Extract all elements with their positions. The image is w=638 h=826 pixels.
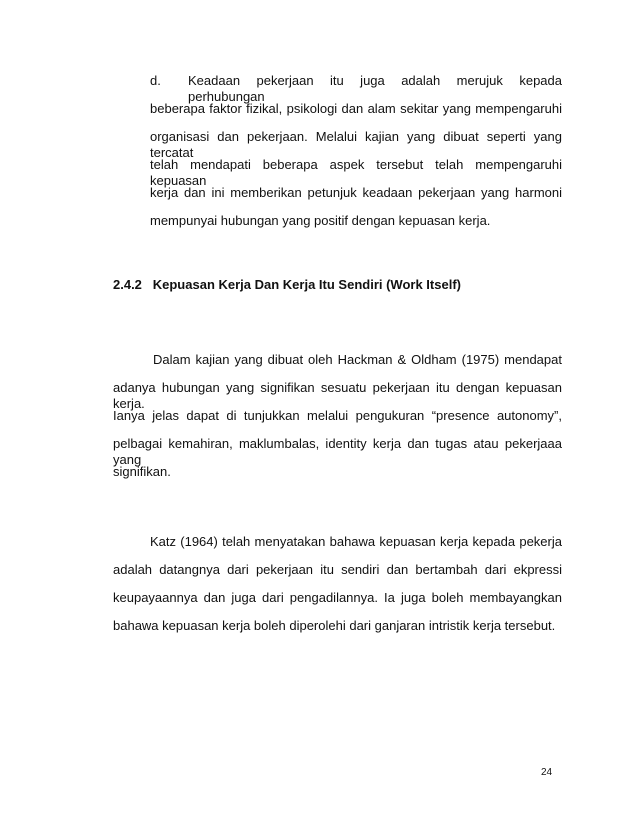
paragraph-line: pelbagai kemahiran, maklumbalas, identity kerja dan tugas atau pekerjaaa yang — [113, 436, 562, 467]
list-item-line: beberapa faktor fizikal, psikologi dan alam sekitar yang mempengaruhi — [150, 101, 562, 116]
section-heading: 2.4.2 Kepuasan Kerja Dan Kerja Itu Sendiri (Work Itself) — [113, 277, 461, 292]
list-item-line: organisasi dan pekerjaan. Melalui kajian yang dibuat seperti yang tercatat — [150, 129, 562, 160]
paragraph-line: signifikan. — [113, 464, 171, 479]
list-item-line: Keadaan pekerjaan itu juga adalah merujuk kepada perhubungan — [188, 73, 562, 104]
list-marker: d. — [150, 73, 161, 88]
paragraph-line: adanya hubungan yang signifikan sesuatu pekerjaan itu dengan kepuasan kerja. — [113, 380, 562, 411]
paragraph-line: Ianya jelas dapat di tunjukkan melalui pengukuran “presence autonomy”, — [113, 408, 562, 423]
list-item-line: telah mendapati beberapa aspek tersebut telah mempengaruhi kepuasan — [150, 157, 562, 188]
paragraph-line: Dalam kajian yang dibuat oleh Hackman & Oldham (1975) mendapat — [153, 352, 562, 367]
page-number: 24 — [541, 767, 553, 778]
list-item-line: mempunyai hubungan yang positif dengan kepuasan kerja. — [150, 213, 491, 228]
paragraph-line: Katz (1964) telah menyatakan bahawa kepuasan kerja kepada pekerja — [150, 534, 562, 549]
paragraph-line: keupayaannya dan juga dari pengadilannya. Ia juga boleh membayangkan — [113, 590, 562, 605]
paragraph-line: adalah datangnya dari pekerjaan itu sendiri dan bertambah dari ekpressi — [113, 562, 562, 577]
list-item-line: kerja dan ini memberikan petunjuk keadaan pekerjaan yang harmoni — [150, 185, 562, 200]
paragraph-line: bahawa kepuasan kerja boleh diperolehi dari ganjaran intristik kerja tersebut. — [113, 618, 556, 633]
